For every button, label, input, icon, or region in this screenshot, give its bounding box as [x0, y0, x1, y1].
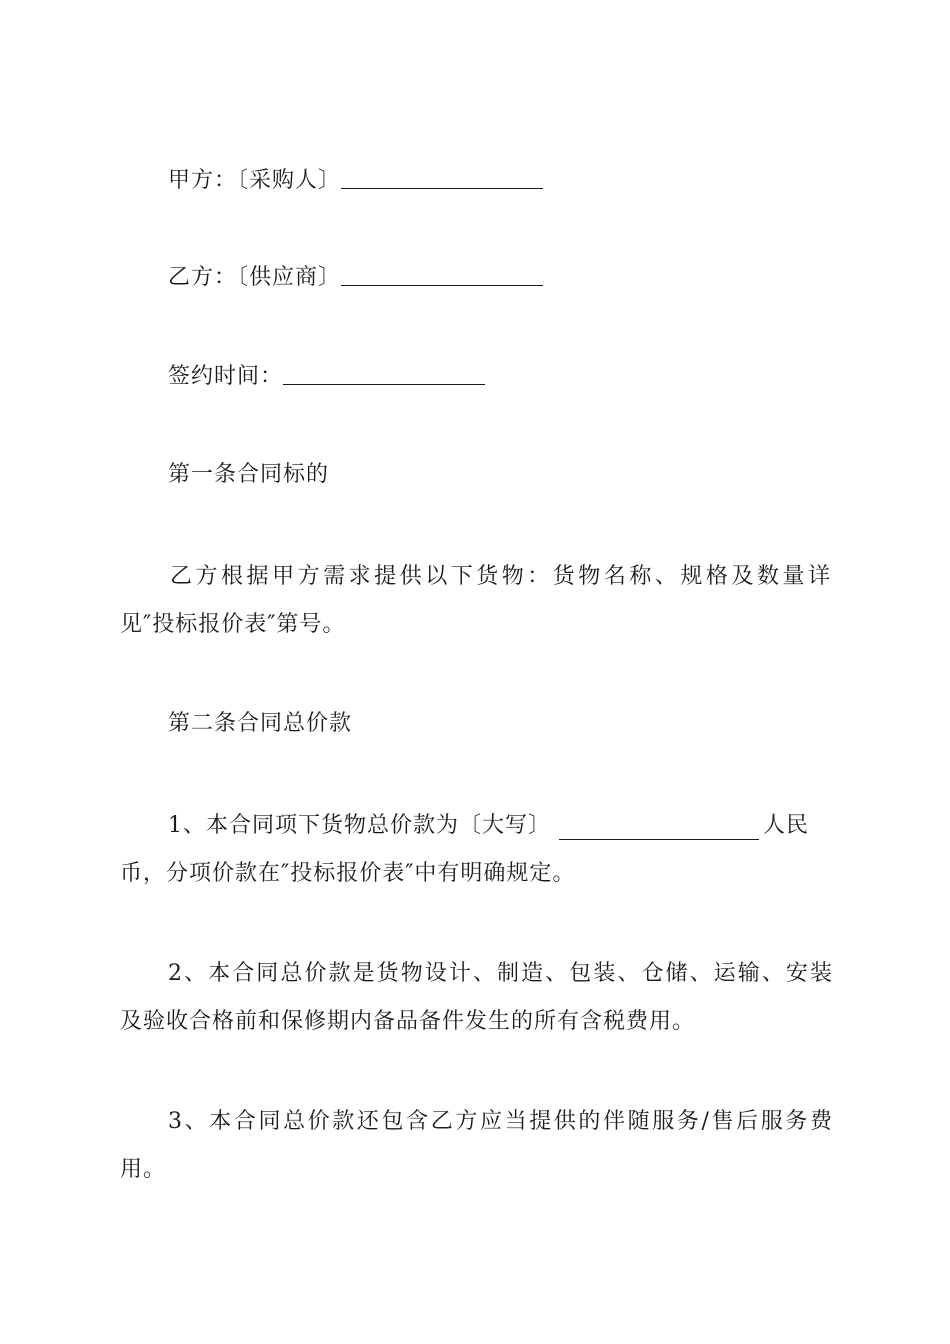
article2-item1-line2: 币，分项价款在″投标报价表″中有明确规定。	[120, 861, 576, 886]
article2-item2-line2: 及验收合格前和保修期内备品备件发生的所有含税费用。	[120, 1009, 696, 1034]
article1-para-line2: 见″投标报价表″第号。	[120, 612, 346, 637]
article2-item3-line2: 用。	[120, 1157, 167, 1182]
party-b-line	[168, 254, 832, 302]
party-a-label: 甲方：〔采购人〕	[168, 168, 342, 193]
article2-item1-line1	[168, 802, 832, 850]
party-a-blank[interactable]	[341, 162, 543, 189]
article1-heading: 第一条合同标的	[168, 462, 330, 487]
sign-date-label: 签约时间：	[168, 364, 284, 389]
sign-date-line	[168, 353, 832, 401]
party-a-line	[168, 157, 832, 205]
article2-item1-after: 人民	[763, 813, 810, 838]
article1-para-line1: 乙方根据甲方需求提供以下货物：货物名称、规格及数量详	[170, 564, 830, 589]
article2-item3-line1: 3、本合同总价款还包含乙方应当提供的伴随服务/售后服务费	[168, 1109, 832, 1134]
article2-item2-line1: 2、本合同总价款是货物设计、制造、包装、仓储、运输、安装	[168, 961, 832, 986]
sign-date-blank[interactable]	[283, 358, 485, 385]
article2-item1-before: 1、本合同项下货物总价款为〔大写〕	[168, 813, 551, 838]
party-b-label: 乙方：〔供应商〕	[168, 265, 342, 290]
article2-heading: 第二条合同总价款	[168, 711, 353, 736]
amount-words-blank[interactable]	[559, 813, 759, 840]
party-b-blank[interactable]	[341, 259, 543, 286]
